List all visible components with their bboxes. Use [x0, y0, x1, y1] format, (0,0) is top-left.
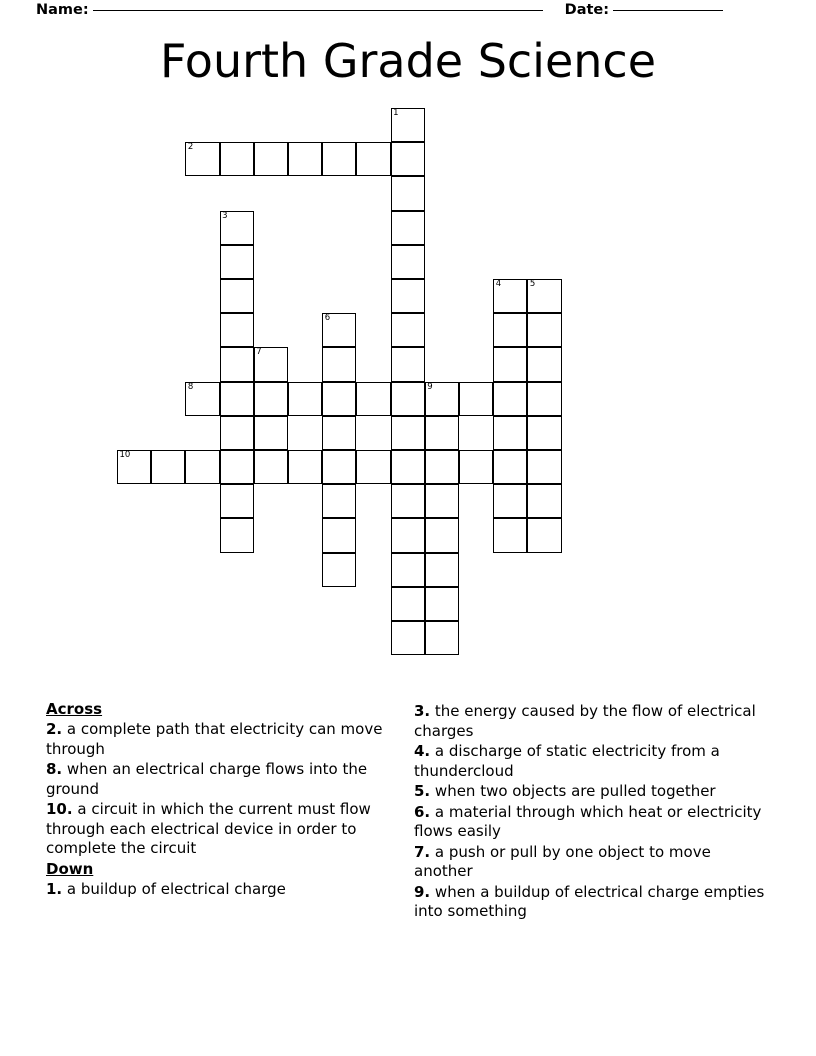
crossword-cell[interactable]: [391, 484, 425, 518]
crossword-cell[interactable]: [220, 518, 254, 552]
clue-number: 8.: [46, 760, 63, 778]
crossword-cell[interactable]: [391, 416, 425, 450]
crossword-cell[interactable]: [391, 553, 425, 587]
clue-down-4: [414, 742, 766, 781]
clue-text: when two objects are pulled together: [434, 782, 716, 800]
crossword-cell[interactable]: [391, 313, 425, 347]
crossword-cell[interactable]: [527, 450, 561, 484]
crossword-cell[interactable]: [151, 450, 185, 484]
crossword-cell[interactable]: [322, 553, 356, 587]
crossword-cell[interactable]: [493, 313, 527, 347]
clue-text: a buildup of electrical charge: [66, 879, 286, 898]
clue-down-5: [414, 782, 766, 802]
crossword-cell[interactable]: [391, 518, 425, 552]
clue-number: 2.: [46, 720, 63, 738]
crossword-cell[interactable]: [220, 484, 254, 518]
crossword-cell[interactable]: [322, 347, 356, 381]
cell-number: 4: [495, 279, 502, 289]
crossword-cell[interactable]: [391, 587, 425, 621]
cell-number: 1: [393, 108, 399, 118]
crossword-cell[interactable]: [220, 416, 254, 450]
clue-down-9: [414, 883, 766, 922]
crossword-cell[interactable]: [391, 176, 425, 210]
clue-text: the energy caused by the flow of electrical charges: [414, 702, 756, 740]
crossword-cell[interactable]: [322, 484, 356, 518]
crossword-cell[interactable]: [425, 484, 459, 518]
down-heading: Down: [46, 859, 94, 878]
crossword-cell[interactable]: [425, 382, 459, 416]
crossword-cell[interactable]: [425, 553, 459, 587]
crossword-cell[interactable]: [425, 416, 459, 450]
cell-number: 2: [187, 142, 194, 153]
crossword-cell[interactable]: [425, 518, 459, 552]
crossword-cell[interactable]: [322, 450, 356, 484]
crossword-cell[interactable]: [391, 279, 425, 313]
crossword-cell[interactable]: [288, 382, 322, 416]
cell-number: 5: [529, 279, 536, 289]
crossword-cell[interactable]: [254, 347, 288, 381]
crossword-cell[interactable]: [220, 142, 254, 176]
crossword-cell[interactable]: [459, 382, 493, 416]
crossword-cell[interactable]: [322, 416, 356, 450]
crossword-cell[interactable]: [356, 142, 390, 176]
cell-number: 7: [256, 347, 262, 358]
crossword-cell[interactable]: [220, 313, 254, 347]
crossword-cell[interactable]: [322, 313, 356, 347]
crossword-cell[interactable]: [322, 518, 356, 552]
crossword-cell[interactable]: [493, 450, 527, 484]
clue-down-1: [46, 880, 398, 900]
crossword-cell[interactable]: [391, 621, 425, 655]
date-label: Date:: [564, 2, 610, 18]
crossword-cell[interactable]: [493, 382, 527, 416]
clue-across-8: [46, 760, 398, 799]
clue-text: a discharge of static electricity from a thundercloud: [414, 742, 720, 780]
clue-number: 9.: [414, 882, 431, 901]
clue-text: when a buildup of electrical charge empties into something: [414, 882, 765, 920]
crossword-cell[interactable]: [185, 450, 219, 484]
crossword-cell[interactable]: [493, 347, 527, 381]
crossword-cell[interactable]: [254, 416, 288, 450]
crossword-cell[interactable]: [117, 450, 151, 484]
clue-number: 10.: [46, 800, 73, 818]
crossword-cell[interactable]: [220, 450, 254, 484]
crossword-cell[interactable]: [493, 484, 527, 518]
crossword-cell[interactable]: [322, 142, 356, 176]
clue-number: 7.: [414, 842, 431, 861]
crossword-cell[interactable]: [527, 313, 561, 347]
name-write-in-line[interactable]: [93, 10, 543, 11]
crossword-cell[interactable]: [425, 621, 459, 655]
crossword-cell[interactable]: [185, 142, 219, 176]
crossword-cell[interactable]: [322, 382, 356, 416]
across-heading: Across: [46, 700, 103, 718]
crossword-cell[interactable]: [254, 450, 288, 484]
clue-across-2: [46, 720, 398, 759]
crossword-cell[interactable]: [425, 587, 459, 621]
clue-down-7: [414, 843, 766, 882]
crossword-grid[interactable]: [0, 108, 816, 698]
crossword-cell[interactable]: [220, 245, 254, 279]
crossword-cell[interactable]: [391, 211, 425, 245]
clues-column-right: [414, 700, 766, 923]
crossword-cell[interactable]: [356, 450, 390, 484]
clue-down-3: [414, 702, 766, 741]
crossword-cell[interactable]: [527, 416, 561, 450]
crossword-cell[interactable]: [459, 450, 493, 484]
clue-number: 4.: [414, 742, 431, 760]
crossword-cell[interactable]: [220, 279, 254, 313]
page-title: Fourth Grade Science: [159, 34, 657, 88]
cell-number: 6: [324, 313, 331, 324]
crossword-cell[interactable]: [391, 450, 425, 484]
cell-number: 10: [119, 450, 131, 460]
crossword-cell[interactable]: [254, 382, 288, 416]
crossword-cell[interactable]: [356, 382, 390, 416]
crossword-cell[interactable]: [493, 279, 527, 313]
crossword-cell[interactable]: [527, 279, 561, 313]
clue-number: 6.: [414, 802, 431, 821]
clue-number: 3.: [414, 702, 431, 720]
cell-number: 3: [222, 210, 228, 221]
crossword-cell[interactable]: [527, 484, 561, 518]
date-write-in-line[interactable]: [613, 10, 723, 11]
crossword-cell[interactable]: [391, 108, 425, 142]
crossword-cell[interactable]: [527, 347, 561, 381]
crossword-cell[interactable]: [527, 518, 561, 552]
clue-down-6: [414, 803, 766, 842]
crossword-cell[interactable]: [391, 382, 425, 416]
crossword-cell[interactable]: [527, 382, 561, 416]
cell-number: 9: [427, 381, 433, 392]
crossword-cell[interactable]: [220, 211, 254, 245]
crossword-cell[interactable]: [493, 518, 527, 552]
clue-text: when an electrical charge flows into the ground: [46, 760, 368, 798]
crossword-cell[interactable]: [391, 142, 425, 176]
clue-number: 1.: [46, 879, 63, 898]
cell-number: 8: [187, 381, 194, 392]
clue-text: a push or pull by one object to move another: [414, 842, 711, 880]
crossword-cell[interactable]: [425, 450, 459, 484]
clue-across-10: [46, 800, 398, 859]
crossword-cell[interactable]: [220, 347, 254, 381]
crossword-cell[interactable]: [288, 142, 322, 176]
name-date-line: [36, 2, 780, 18]
crossword-cell[interactable]: [391, 245, 425, 279]
crossword-cell[interactable]: [493, 416, 527, 450]
crossword-cell[interactable]: [391, 347, 425, 381]
crossword-cell[interactable]: [220, 382, 254, 416]
clues-section: [46, 700, 772, 923]
clues-column-left: [46, 700, 398, 923]
crossword-cell[interactable]: [254, 142, 288, 176]
clue-text: a material through which heat or electricity flows easily: [414, 802, 762, 840]
clue-text: a circuit in which the current must flow through each electrical device in order to complete the circuit: [46, 800, 371, 857]
clue-number: 5.: [414, 782, 431, 800]
clue-text: a complete path that electricity can move through: [46, 720, 383, 758]
name-label: Name:: [36, 2, 89, 18]
crossword-cell[interactable]: [185, 382, 219, 416]
crossword-cell[interactable]: [288, 450, 322, 484]
